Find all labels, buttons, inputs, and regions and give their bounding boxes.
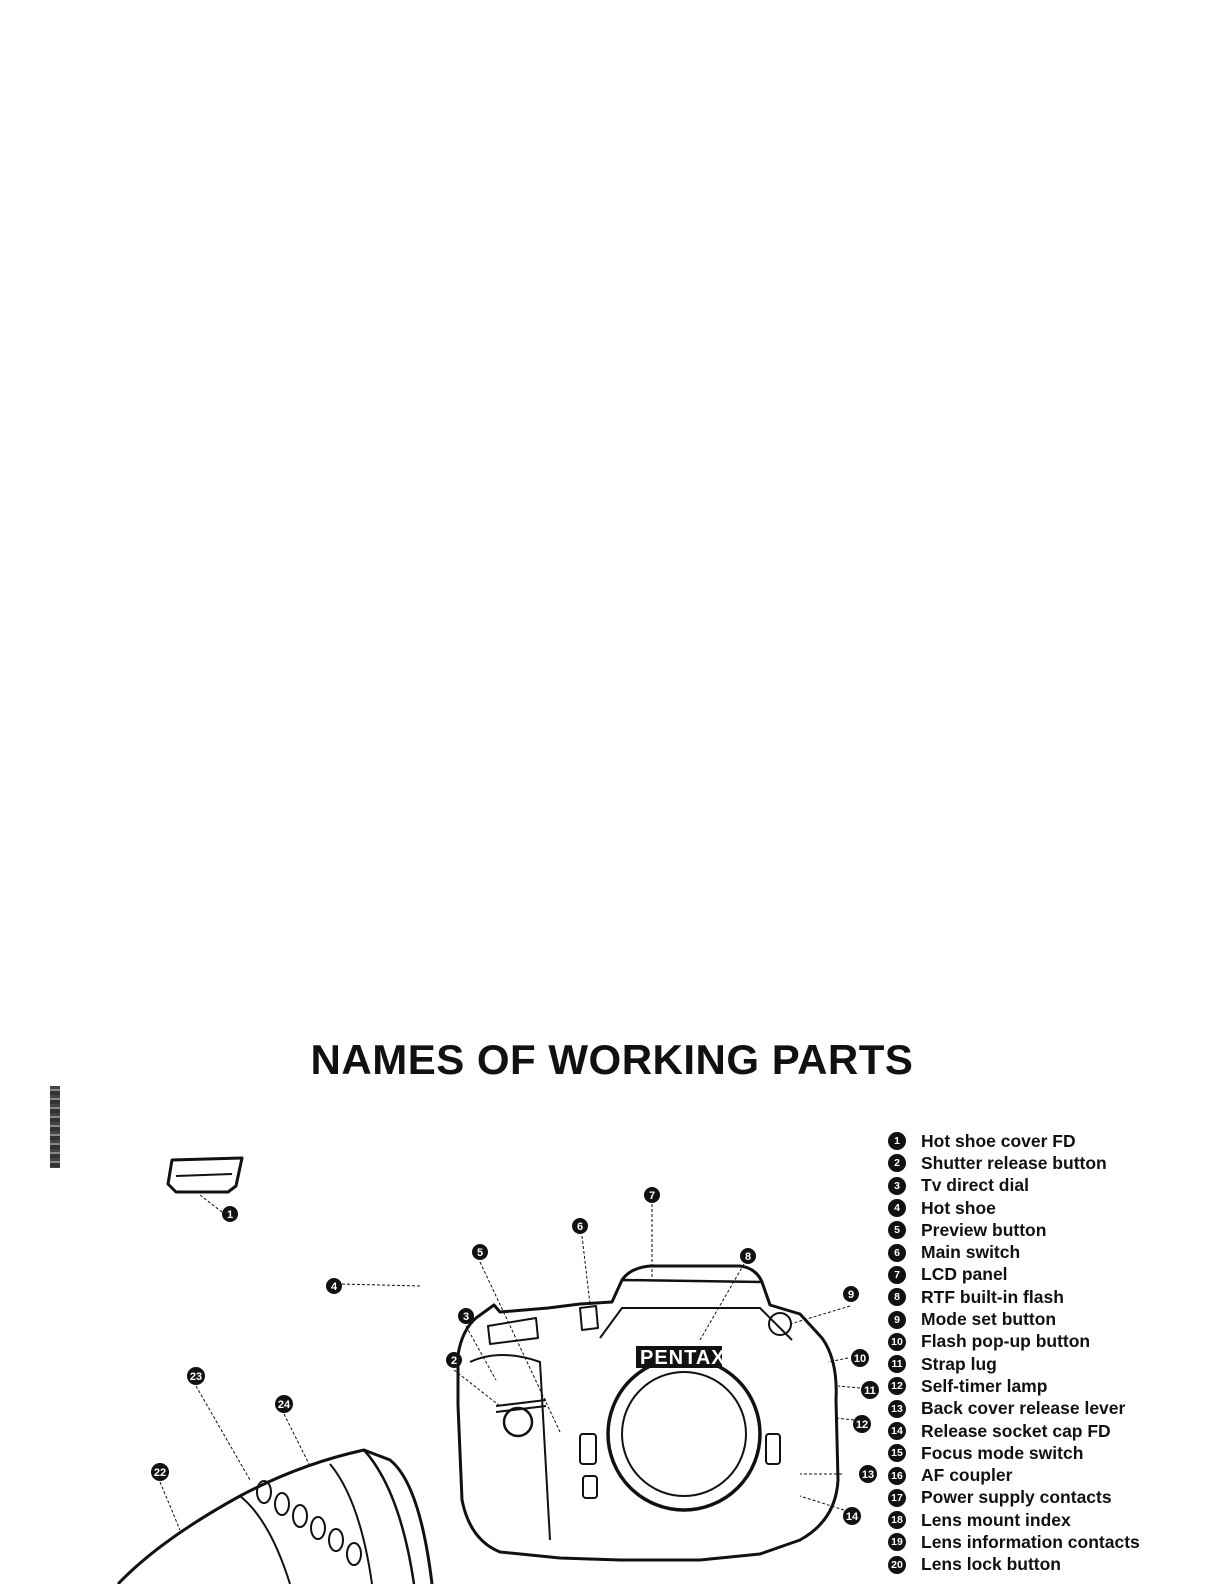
list-item <box>888 1420 1218 1442</box>
part-label: Lens information contacts <box>921 1531 1140 1552</box>
part-number-badge: 8 <box>888 1288 906 1306</box>
callout-6 <box>572 1218 588 1234</box>
list-item <box>888 1554 1218 1576</box>
camera-diagram <box>0 1100 880 1584</box>
part-label: Power supply contacts <box>921 1487 1112 1508</box>
part-number-badge: 17 <box>888 1489 906 1507</box>
callout-23 <box>187 1367 205 1385</box>
svg-text:22: 22 <box>153 1467 167 1479</box>
part-number-badge: 15 <box>888 1444 906 1462</box>
lens-mount-drawing <box>608 1358 760 1510</box>
list-item <box>888 1398 1218 1420</box>
list-item <box>888 1241 1218 1263</box>
part-label: AF coupler <box>921 1465 1013 1486</box>
callout-11 <box>861 1381 879 1399</box>
part-number-badge: 12 <box>888 1377 906 1395</box>
list-item <box>888 1464 1218 1486</box>
callout-24 <box>275 1395 293 1413</box>
part-label: Strap lug <box>921 1353 997 1374</box>
list-item <box>888 1531 1218 1553</box>
part-label: Focus mode switch <box>921 1442 1084 1463</box>
list-item <box>888 1219 1218 1241</box>
list-item <box>888 1331 1218 1353</box>
part-label: Shutter release button <box>921 1152 1107 1173</box>
callout-8 <box>740 1248 756 1264</box>
callout-3 <box>458 1308 474 1324</box>
svg-text:3: 3 <box>462 1311 470 1323</box>
part-number-badge: 1 <box>888 1132 906 1150</box>
list-item <box>888 1308 1218 1330</box>
part-number-badge: 2 <box>888 1154 906 1172</box>
part-number-badge: 3 <box>888 1177 906 1195</box>
callout-10 <box>851 1349 869 1367</box>
callout-22 <box>151 1463 169 1481</box>
part-label: Hot shoe <box>921 1197 996 1218</box>
svg-text:8: 8 <box>744 1251 752 1263</box>
callout-12 <box>853 1415 871 1433</box>
callout-4 <box>326 1278 342 1294</box>
part-number-badge: 5 <box>888 1221 906 1239</box>
callout-1 <box>222 1206 238 1222</box>
list-item <box>888 1197 1218 1219</box>
svg-text:13: 13 <box>861 1469 875 1481</box>
list-item <box>888 1509 1218 1531</box>
list-item <box>888 1353 1218 1375</box>
list-item <box>888 1442 1218 1464</box>
svg-text:10: 10 <box>853 1353 867 1365</box>
part-label: Release socket cap FD <box>921 1420 1111 1441</box>
svg-text:6: 6 <box>576 1221 584 1233</box>
part-number-badge: 19 <box>888 1533 906 1551</box>
svg-text:9: 9 <box>847 1289 855 1301</box>
callout-9 <box>843 1286 859 1302</box>
list-item <box>888 1286 1218 1308</box>
part-label: Self-timer lamp <box>921 1375 1048 1396</box>
callout-5 <box>472 1244 488 1260</box>
svg-text:5: 5 <box>476 1247 484 1259</box>
callout-2 <box>446 1352 462 1368</box>
part-label: Lens lock button <box>921 1554 1061 1575</box>
list-item <box>888 1264 1218 1286</box>
list-item <box>888 1375 1218 1397</box>
part-number-badge: 9 <box>888 1311 906 1329</box>
part-label: LCD panel <box>921 1264 1008 1285</box>
callout-7 <box>644 1187 660 1203</box>
part-label: Main switch <box>921 1242 1021 1263</box>
svg-text:1: 1 <box>226 1209 234 1221</box>
part-label: Lens mount index <box>921 1509 1071 1530</box>
part-number-badge: 13 <box>888 1400 906 1418</box>
part-label: RTF built-in flash <box>921 1286 1064 1307</box>
svg-text:2: 2 <box>450 1355 458 1367</box>
part-label: Mode set button <box>921 1309 1057 1330</box>
part-number-badge: 20 <box>888 1556 906 1574</box>
svg-text:7: 7 <box>648 1190 656 1202</box>
svg-text:12: 12 <box>855 1419 869 1431</box>
list-item <box>888 1152 1218 1174</box>
svg-text:14: 14 <box>845 1511 859 1523</box>
part-number-badge: 10 <box>888 1333 906 1351</box>
part-number-badge: 11 <box>888 1355 906 1373</box>
list-item <box>888 1487 1218 1509</box>
svg-text:24: 24 <box>277 1399 291 1411</box>
pentax-logo-text: PENTAX <box>640 1347 726 1369</box>
parts-list <box>888 1130 1218 1576</box>
svg-text:4: 4 <box>330 1281 338 1293</box>
part-label: Tv direct dial <box>921 1175 1029 1196</box>
part-number-badge: 7 <box>888 1266 906 1284</box>
part-number-badge: 16 <box>888 1467 906 1485</box>
part-label: Flash pop-up button <box>921 1331 1091 1352</box>
svg-text:23: 23 <box>189 1371 203 1383</box>
callout-13 <box>859 1465 877 1483</box>
svg-text:11: 11 <box>864 1385 876 1397</box>
list-item <box>888 1175 1218 1197</box>
part-number-badge: 14 <box>888 1422 906 1440</box>
page-title: NAMES OF WORKING PARTS <box>310 1036 914 1083</box>
part-label: Back cover release lever <box>921 1398 1126 1419</box>
list-item <box>888 1130 1218 1152</box>
part-number-badge: 6 <box>888 1244 906 1262</box>
part-number-badge: 4 <box>888 1199 906 1217</box>
callout-14 <box>843 1507 861 1525</box>
part-label: Hot shoe cover FD <box>921 1130 1076 1151</box>
part-label: Preview button <box>921 1219 1047 1240</box>
camera-body-drawing <box>458 1266 838 1560</box>
part-number-badge: 18 <box>888 1511 906 1529</box>
